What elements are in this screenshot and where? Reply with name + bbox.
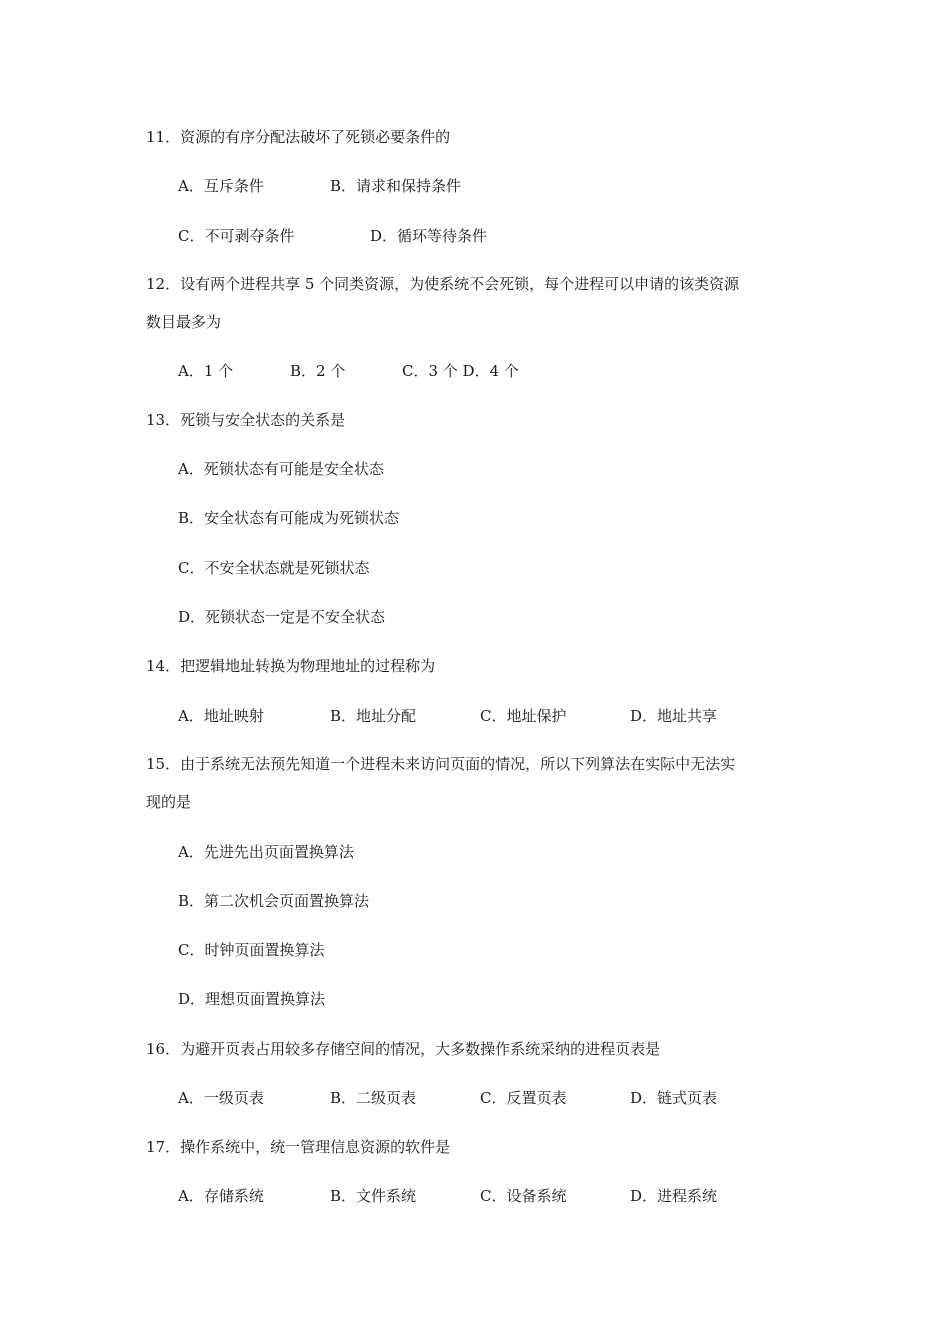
question-12-option-a: A．1 个 [178, 362, 234, 380]
question-12-stem-line2: 数目最多为 [146, 313, 222, 331]
question-15-option-c: C．时钟页面置换算法 [178, 941, 325, 959]
question-13-option-b: B．安全状态有可能成为死锁状态 [178, 509, 400, 527]
question-11-option-a: A．互斥条件 [178, 177, 264, 195]
question-14-option-a: A．地址映射 [178, 707, 264, 725]
question-16-option-c: C．反置页表 [480, 1089, 567, 1107]
question-14-option-d: D．地址共享 [630, 707, 718, 725]
question-16-option-b: B．二级页表 [330, 1089, 417, 1107]
question-16-option-a: A．一级页表 [178, 1089, 264, 1107]
question-11-option-c: C．不可剥夺条件 [178, 227, 295, 245]
question-17-option-a: A．存储系统 [178, 1187, 264, 1205]
question-17-option-d: D．进程系统 [630, 1187, 718, 1205]
question-15-option-b: B．第二次机会页面置换算法 [178, 892, 370, 910]
question-16-stem: 16．为避开页表占用较多存储空间的情况，大多数操作系统采纳的进程页表是 [146, 1040, 661, 1058]
question-12-option-b: B．2 个 [290, 362, 346, 380]
question-17-option-c: C．设备系统 [480, 1187, 567, 1205]
question-17-option-b: B．文件系统 [330, 1187, 417, 1205]
question-13-option-a: A．死锁状态有可能是安全状态 [178, 460, 384, 478]
question-11-option-d: D．循环等待条件 [370, 227, 488, 245]
question-15-option-d: D．理想页面置换算法 [178, 990, 326, 1008]
question-11-option-b: B．请求和保持条件 [330, 177, 462, 195]
question-13-option-c: C．不安全状态就是死锁状态 [178, 559, 370, 577]
question-13-option-d: D．死锁状态一定是不安全状态 [178, 608, 386, 626]
question-11-stem: 11．资源的有序分配法破坏了死锁必要条件的 [146, 128, 451, 146]
question-16-option-d: D．链式页表 [630, 1089, 718, 1107]
question-15-stem-line1: 15．由于系统无法预先知道一个进程未来访问页面的情况，所以下列算法在实际中无法实 [146, 755, 736, 773]
question-14-option-b: B．地址分配 [330, 707, 417, 725]
question-15-option-a: A．先进先出页面置换算法 [178, 843, 354, 861]
question-12-stem-line1: 12．设有两个进程共享 5 个同类资源，为使系统不会死锁，每个进程可以申请的该类资源 [146, 275, 740, 293]
question-14-stem: 14．把逻辑地址转换为物理地址的过程称为 [146, 657, 436, 675]
question-13-stem: 13．死锁与安全状态的关系是 [146, 411, 346, 429]
question-17-stem: 17．操作系统中，统一管理信息资源的软件是 [146, 1138, 451, 1156]
question-15-stem-line2: 现的是 [146, 793, 192, 811]
question-12-option-cd: C．3 个 D．4 个 [402, 362, 519, 380]
question-14-option-c: C．地址保护 [480, 707, 567, 725]
